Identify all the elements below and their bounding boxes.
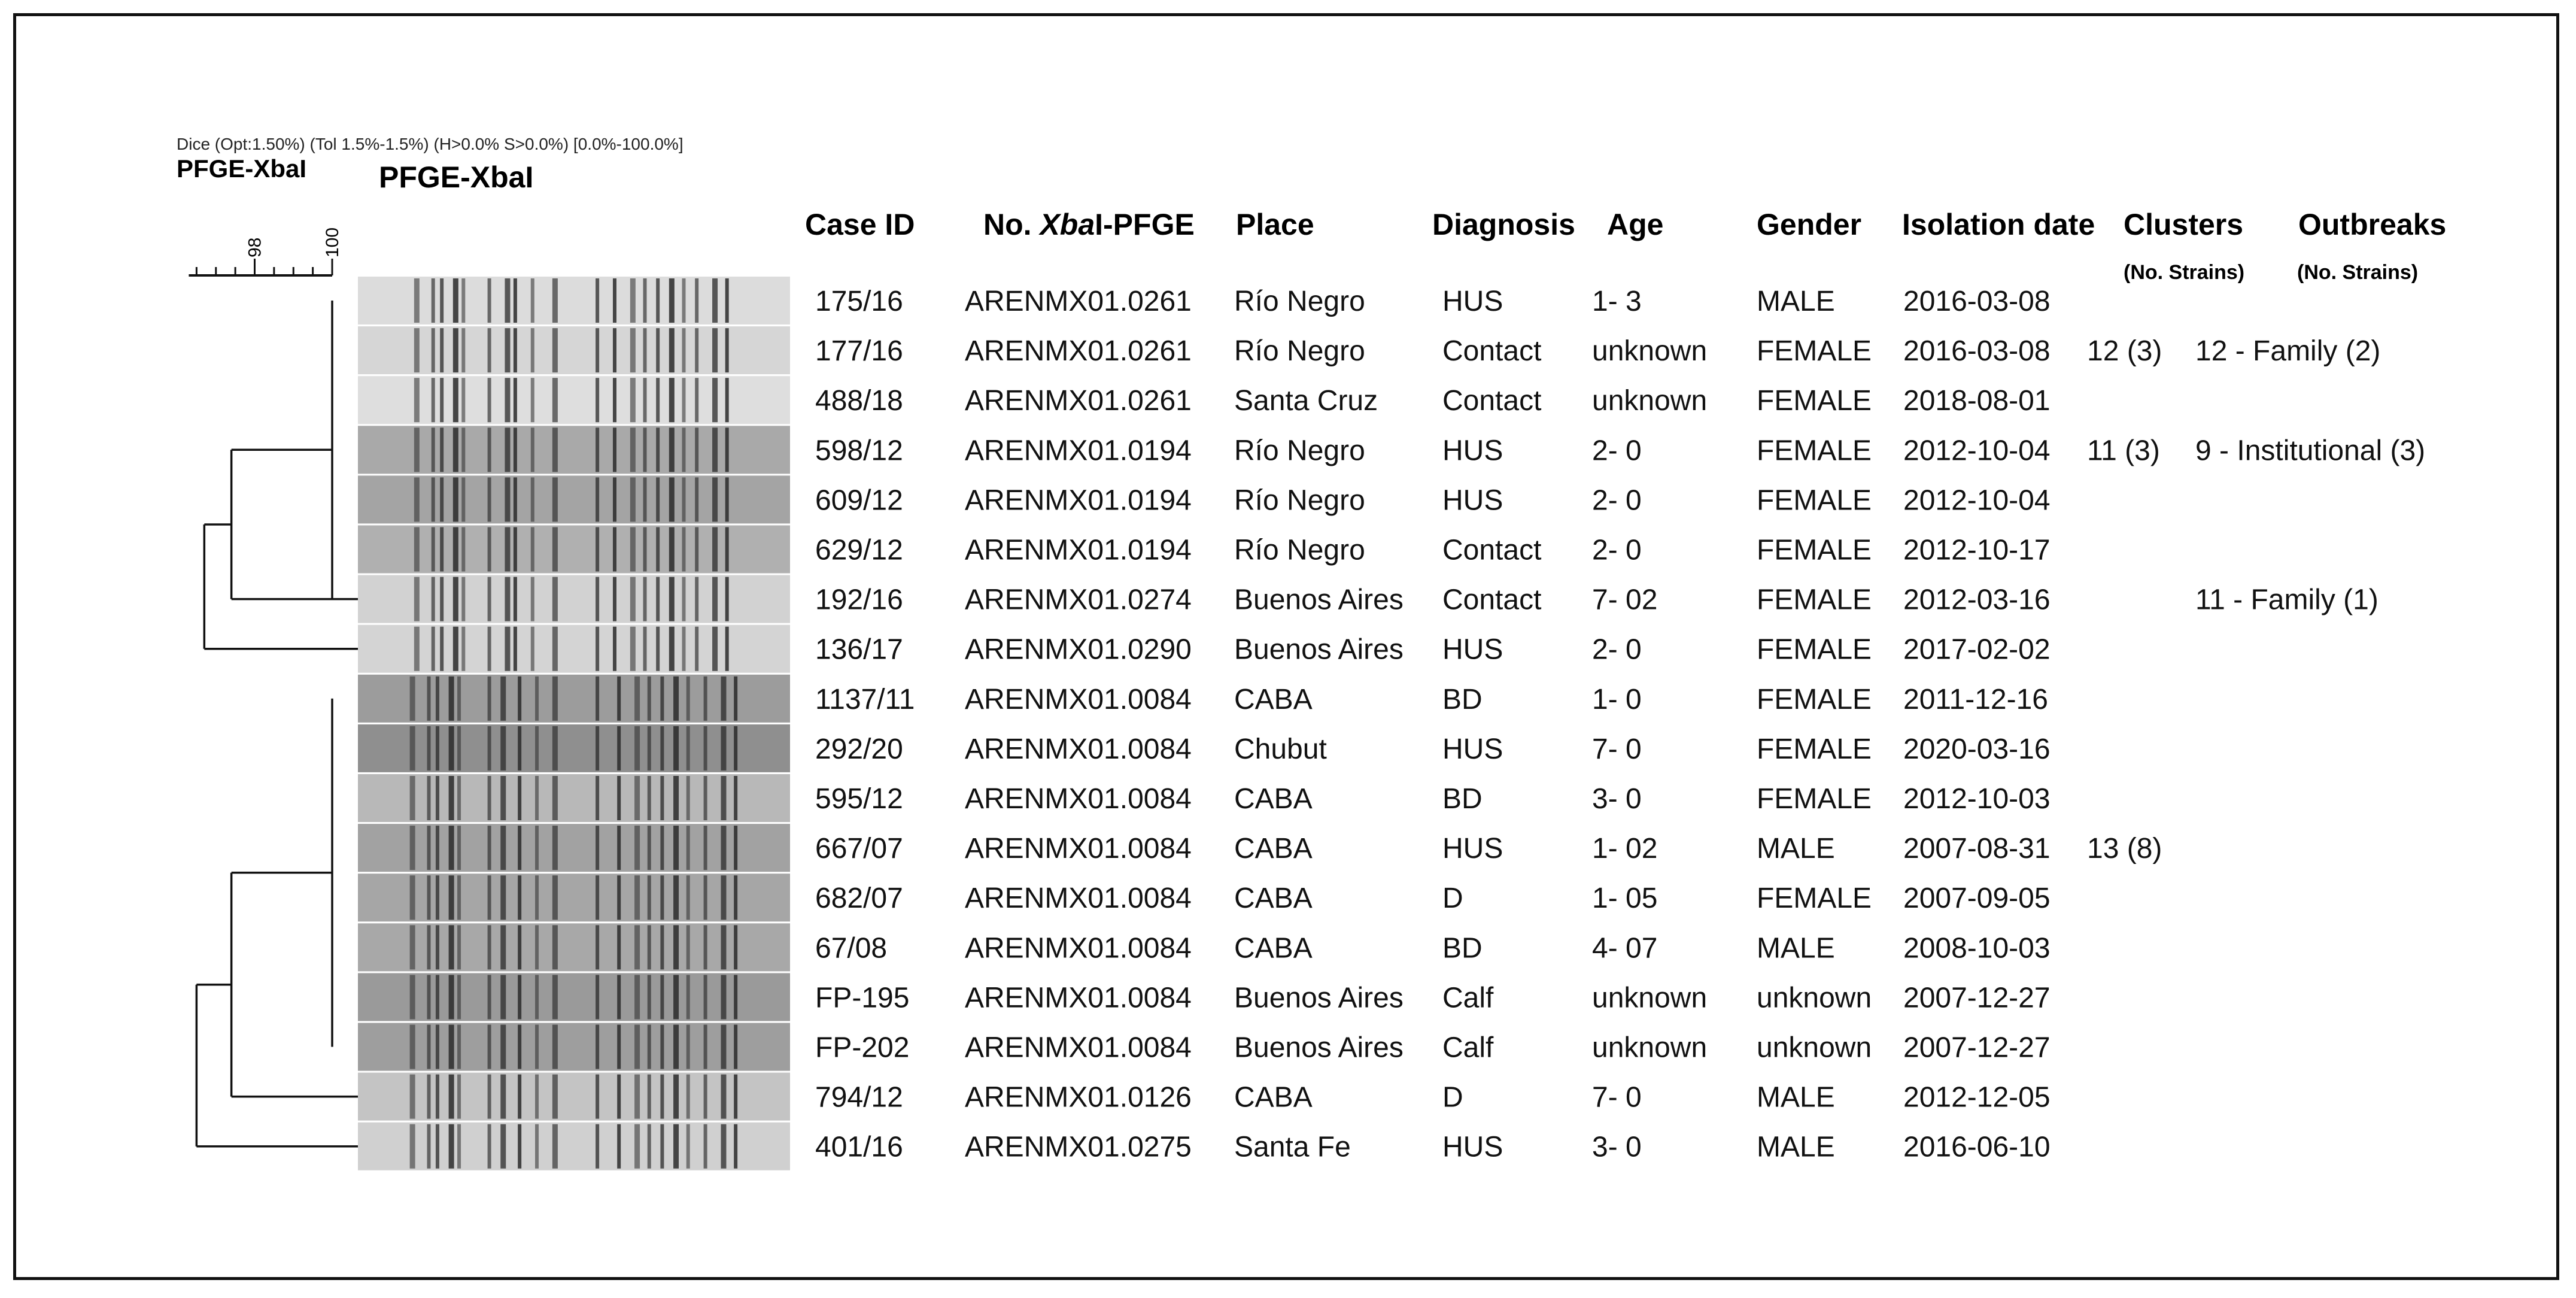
gel-lane bbox=[358, 475, 790, 523]
gel-lane bbox=[358, 426, 790, 474]
cell-age: 2- 0 bbox=[1592, 484, 1642, 517]
cell-age: 4- 07 bbox=[1592, 932, 1658, 965]
cell-pattern: ARENMX01.0084 bbox=[965, 683, 1192, 715]
cell-outbreak: 12 - Family (2) bbox=[2195, 335, 2381, 368]
header-clusters-sub: (No. Strains) bbox=[2124, 261, 2245, 284]
table-row bbox=[815, 982, 2051, 1014]
cell-gender: MALE bbox=[1757, 286, 1835, 317]
table-row bbox=[815, 1132, 2051, 1163]
table-row bbox=[815, 932, 2051, 964]
cell-pattern: ARENMX01.0261 bbox=[965, 335, 1192, 368]
cell-place: Río Negro bbox=[1234, 335, 1365, 368]
gel-lane bbox=[358, 824, 790, 872]
cell-diagnosis: D bbox=[1442, 1081, 1463, 1114]
cell-gender: FEMALE bbox=[1757, 335, 1872, 368]
cell-cluster: 11 (3) bbox=[2087, 435, 2160, 467]
header-diagnosis: Diagnosis bbox=[1432, 208, 1575, 241]
gel-lane bbox=[358, 625, 790, 673]
cell-age: 1- 3 bbox=[1592, 286, 1642, 317]
cell-diagnosis: Contact bbox=[1442, 335, 1542, 368]
cell-age: 7- 0 bbox=[1592, 1081, 1642, 1114]
cell-pattern: ARENMX01.0084 bbox=[965, 1032, 1192, 1064]
dendrogram-title: PFGE-XbaI bbox=[177, 154, 307, 183]
gel-lane bbox=[358, 923, 790, 971]
cell-gender: FEMALE bbox=[1757, 882, 1872, 915]
cell-cluster: 13 (8) bbox=[2087, 833, 2162, 865]
gel-title: PFGE-XbaI bbox=[379, 160, 534, 194]
cell-age: 1- 05 bbox=[1592, 882, 1658, 915]
cell-isolation-date: 2011-12-16 bbox=[1903, 683, 2048, 715]
gel-lane bbox=[358, 376, 790, 424]
cell-age: 3- 0 bbox=[1592, 1131, 1642, 1163]
header-place: Place bbox=[1236, 208, 1314, 241]
gel-lane bbox=[358, 326, 790, 374]
cell-pattern: ARENMX01.0084 bbox=[965, 882, 1192, 915]
cell-age: 2- 0 bbox=[1592, 633, 1642, 666]
cell-place: Buenos Aires bbox=[1234, 584, 1404, 616]
settings-line: Dice (Opt:1.50%) (Tol 1.5%-1.5%) (H>0.0% S>0.0%) [0.0%-100.0%] bbox=[177, 135, 684, 153]
gel-lane bbox=[358, 675, 790, 723]
cell-age: 3- 0 bbox=[1592, 783, 1642, 815]
table-row bbox=[815, 1082, 2051, 1114]
cell-gender: MALE bbox=[1757, 932, 1835, 965]
cell-case-id: 292/20 bbox=[815, 733, 903, 765]
table-body bbox=[815, 286, 2425, 1163]
cell-gender: FEMALE bbox=[1757, 683, 1872, 715]
cell-outbreak: 11 - Family (1) bbox=[2195, 584, 2378, 616]
cell-diagnosis: Contact bbox=[1442, 385, 1542, 417]
cell-age: unknown bbox=[1592, 335, 1708, 368]
cell-isolation-date: 2012-10-04 bbox=[1903, 484, 2051, 517]
cell-diagnosis: HUS bbox=[1442, 484, 1503, 517]
cell-diagnosis: Calf bbox=[1442, 982, 1494, 1014]
cell-pattern: ARENMX01.0084 bbox=[965, 982, 1192, 1014]
cell-pattern: ARENMX01.0084 bbox=[965, 932, 1192, 965]
cell-outbreak: 9 - Institutional (3) bbox=[2195, 435, 2426, 467]
cell-diagnosis: Contact bbox=[1442, 584, 1542, 616]
cell-case-id: FP-202 bbox=[815, 1032, 910, 1064]
cell-diagnosis: BD bbox=[1442, 783, 1483, 815]
cell-isolation-date: 2007-08-31 bbox=[1903, 833, 2051, 865]
cell-place: Río Negro bbox=[1234, 435, 1365, 467]
scale-tick-label: 98 bbox=[245, 237, 265, 257]
gel-lane bbox=[358, 1073, 790, 1121]
cell-case-id: 136/17 bbox=[815, 633, 903, 666]
dendrogram bbox=[196, 301, 359, 1147]
gel-lane bbox=[358, 526, 790, 574]
cell-diagnosis: HUS bbox=[1442, 1131, 1503, 1163]
cell-isolation-date: 2012-03-16 bbox=[1903, 584, 2051, 616]
cell-diagnosis: BD bbox=[1442, 683, 1483, 715]
header-case-id: Case ID bbox=[805, 208, 915, 241]
cell-pattern: ARENMX01.0261 bbox=[965, 385, 1192, 417]
gel-lane bbox=[358, 874, 790, 921]
cell-isolation-date: 2016-06-10 bbox=[1903, 1131, 2051, 1163]
cell-diagnosis: HUS bbox=[1442, 833, 1503, 865]
cell-case-id: 401/16 bbox=[815, 1131, 903, 1163]
cell-gender: FEMALE bbox=[1757, 484, 1872, 517]
cell-diagnosis: HUS bbox=[1442, 733, 1503, 765]
cell-case-id: 609/12 bbox=[815, 484, 903, 517]
table-row bbox=[815, 783, 2051, 815]
cell-diagnosis: Calf bbox=[1442, 1032, 1494, 1064]
gel-lane bbox=[358, 277, 790, 324]
scale-tick-label: 100 bbox=[323, 227, 342, 257]
header-age: Age bbox=[1607, 208, 1664, 241]
cell-gender: FEMALE bbox=[1757, 733, 1872, 765]
cell-diagnosis: HUS bbox=[1442, 435, 1503, 467]
cell-place: Chubut bbox=[1234, 733, 1327, 765]
table-row bbox=[815, 435, 2425, 466]
cell-pattern: ARENMX01.0261 bbox=[965, 286, 1192, 317]
table-row bbox=[815, 634, 2051, 666]
cell-isolation-date: 2018-08-01 bbox=[1903, 385, 2051, 417]
cell-isolation-date: 2007-09-05 bbox=[1903, 882, 2051, 915]
gel-lane bbox=[358, 724, 790, 772]
cell-age: 7- 02 bbox=[1592, 584, 1658, 616]
cell-gender: MALE bbox=[1757, 1081, 1835, 1114]
cell-case-id: 1137/11 bbox=[815, 683, 915, 715]
header-outbreaks: Outbreaks bbox=[2298, 208, 2447, 241]
cell-case-id: 192/16 bbox=[815, 584, 903, 616]
cell-gender: FEMALE bbox=[1757, 435, 1872, 467]
table-row bbox=[815, 733, 2051, 765]
header-outbreaks-sub: (No. Strains) bbox=[2297, 261, 2419, 284]
header-clusters: Clusters bbox=[2124, 208, 2244, 241]
gel-lane bbox=[358, 774, 790, 822]
cell-place: CABA bbox=[1234, 882, 1313, 915]
cell-gender: FEMALE bbox=[1757, 534, 1872, 566]
cell-place: CABA bbox=[1234, 833, 1313, 865]
header-xbai-pfge: No. XbaI-PFGE bbox=[983, 208, 1195, 241]
cell-isolation-date: 2012-10-17 bbox=[1903, 534, 2051, 566]
table-row bbox=[815, 385, 2051, 417]
cell-place: Santa Cruz bbox=[1234, 385, 1378, 417]
cell-case-id: 682/07 bbox=[815, 882, 903, 915]
table-header bbox=[805, 208, 2446, 284]
cell-age: 1- 0 bbox=[1592, 683, 1642, 715]
cell-isolation-date: 2016-03-08 bbox=[1903, 335, 2051, 368]
cell-gender: MALE bbox=[1757, 833, 1835, 865]
cell-gender: FEMALE bbox=[1757, 783, 1872, 815]
cell-isolation-date: 2012-10-03 bbox=[1903, 783, 2051, 815]
table-row bbox=[815, 684, 2048, 715]
cell-pattern: ARENMX01.0290 bbox=[965, 633, 1192, 666]
cell-age: 1- 02 bbox=[1592, 833, 1658, 865]
cell-pattern: ARENMX01.0084 bbox=[965, 833, 1192, 865]
cell-age: unknown bbox=[1592, 982, 1708, 1014]
cell-case-id: 67/08 bbox=[815, 932, 888, 965]
cell-pattern: ARENMX01.0194 bbox=[965, 435, 1192, 467]
table-row bbox=[815, 1032, 2051, 1064]
cell-case-id: 595/12 bbox=[815, 783, 903, 815]
cell-cluster: 12 (3) bbox=[2087, 335, 2162, 368]
cell-isolation-date: 2007-12-27 bbox=[1903, 982, 2051, 1014]
cell-case-id: 175/16 bbox=[815, 286, 903, 317]
cell-age: 2- 0 bbox=[1592, 435, 1642, 467]
table-row bbox=[815, 335, 2380, 367]
cell-isolation-date: 2017-02-02 bbox=[1903, 633, 2051, 666]
cell-case-id: 667/07 bbox=[815, 833, 903, 865]
cell-pattern: ARENMX01.0194 bbox=[965, 484, 1192, 517]
cell-pattern: ARENMX01.0084 bbox=[965, 783, 1192, 815]
cell-place: Río Negro bbox=[1234, 484, 1365, 517]
gel-lane bbox=[358, 1023, 790, 1071]
cell-place: Buenos Aires bbox=[1234, 982, 1404, 1014]
cell-case-id: FP-195 bbox=[815, 982, 910, 1014]
cell-age: unknown bbox=[1592, 385, 1708, 417]
cell-case-id: 488/18 bbox=[815, 385, 903, 417]
cell-gender: unknown bbox=[1757, 982, 1872, 1014]
cell-place: Río Negro bbox=[1234, 534, 1365, 566]
table-row bbox=[815, 833, 2162, 865]
table-row bbox=[815, 484, 2051, 516]
cell-age: 2- 0 bbox=[1592, 534, 1642, 566]
cell-place: CABA bbox=[1234, 1081, 1313, 1114]
cell-gender: MALE bbox=[1757, 1131, 1835, 1163]
cell-gender: unknown bbox=[1757, 1032, 1872, 1064]
cell-diagnosis: HUS bbox=[1442, 286, 1503, 317]
cell-case-id: 629/12 bbox=[815, 534, 903, 566]
cell-isolation-date: 2007-12-27 bbox=[1903, 1032, 2051, 1064]
cell-place: CABA bbox=[1234, 683, 1313, 715]
table-row bbox=[815, 535, 2051, 566]
cell-diagnosis: D bbox=[1442, 882, 1463, 915]
gel-lane bbox=[358, 973, 790, 1021]
cell-gender: FEMALE bbox=[1757, 633, 1872, 666]
table-row bbox=[815, 286, 2051, 317]
cell-case-id: 177/16 bbox=[815, 335, 903, 368]
cell-isolation-date: 2012-12-05 bbox=[1903, 1081, 2051, 1114]
cell-age: unknown bbox=[1592, 1032, 1708, 1064]
cell-diagnosis: HUS bbox=[1442, 633, 1503, 666]
cell-isolation-date: 2020-03-16 bbox=[1903, 733, 2051, 765]
cell-place: Río Negro bbox=[1234, 286, 1365, 317]
cell-pattern: ARENMX01.0194 bbox=[965, 534, 1192, 566]
table-row bbox=[815, 584, 2378, 616]
cell-pattern: ARENMX01.0275 bbox=[965, 1131, 1192, 1163]
cell-age: 7- 0 bbox=[1592, 733, 1642, 765]
cell-isolation-date: 2016-03-08 bbox=[1903, 286, 2051, 317]
cell-place: CABA bbox=[1234, 783, 1313, 815]
cell-case-id: 598/12 bbox=[815, 435, 903, 467]
cell-place: Buenos Aires bbox=[1234, 1032, 1404, 1064]
cell-gender: FEMALE bbox=[1757, 385, 1872, 417]
gel-lane bbox=[358, 575, 790, 623]
gel-lane bbox=[358, 1123, 790, 1170]
cell-pattern: ARENMX01.0084 bbox=[965, 733, 1192, 765]
cell-diagnosis: Contact bbox=[1442, 534, 1542, 566]
cell-isolation-date: 2012-10-04 bbox=[1903, 435, 2051, 467]
table-row bbox=[815, 882, 2051, 914]
cell-pattern: ARENMX01.0126 bbox=[965, 1081, 1192, 1114]
cell-place: CABA bbox=[1234, 932, 1313, 965]
cell-place: Buenos Aires bbox=[1234, 633, 1404, 666]
cell-place: Santa Fe bbox=[1234, 1131, 1351, 1163]
header-isolation-date: Isolation date bbox=[1902, 208, 2095, 241]
gel-image bbox=[358, 277, 790, 1170]
similarity-scale bbox=[189, 228, 342, 275]
cell-diagnosis: BD bbox=[1442, 932, 1483, 965]
cell-isolation-date: 2008-10-03 bbox=[1903, 932, 2051, 965]
cell-case-id: 794/12 bbox=[815, 1081, 903, 1114]
cell-gender: FEMALE bbox=[1757, 584, 1872, 616]
cell-pattern: ARENMX01.0274 bbox=[965, 584, 1192, 616]
header-gender: Gender bbox=[1757, 208, 1862, 241]
